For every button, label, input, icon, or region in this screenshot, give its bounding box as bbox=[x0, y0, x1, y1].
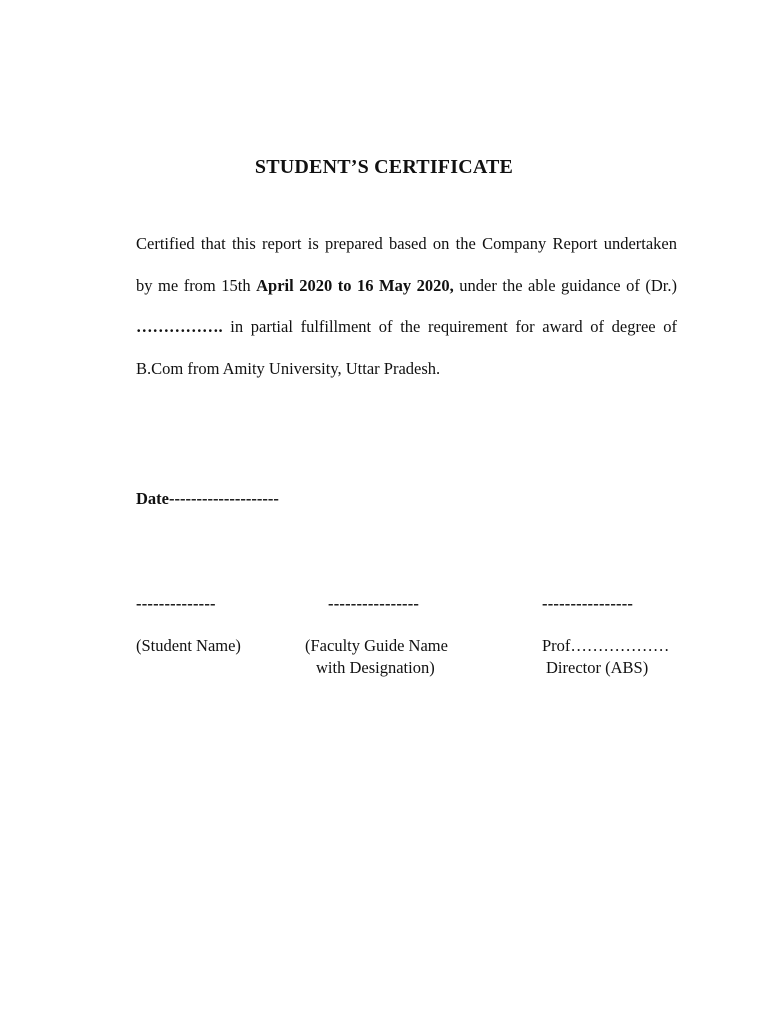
paragraph-line-4-text: B.Com from Amity University, Uttar Pradesh. bbox=[136, 359, 441, 378]
paragraph-line-3 bbox=[136, 317, 677, 337]
director-signature-line: ---------------- bbox=[542, 594, 634, 613]
faculty-signature-line: ---------------- bbox=[328, 594, 420, 613]
paragraph-line-2-pre: by me from 15th bbox=[136, 276, 257, 295]
paragraph-line-1 bbox=[136, 234, 677, 254]
page-title: STUDENT’S CERTIFICATE bbox=[254, 156, 514, 178]
paragraph-line-2 bbox=[136, 276, 677, 296]
guide-name-placeholder: ……………. bbox=[136, 317, 223, 336]
date-range-text: April 2020 to 16 May 2020, bbox=[256, 276, 454, 295]
student-signature-line: -------------- bbox=[136, 594, 216, 613]
paragraph-line-4 bbox=[136, 359, 677, 379]
faculty-designation-label: with Designation) bbox=[316, 658, 435, 677]
paragraph-line-2-post: under the able guidance of (Dr.) bbox=[453, 276, 677, 295]
paragraph-line-1-text: Certified that this report is prepared based on the Company Report undertaken bbox=[136, 234, 677, 253]
date-field: Date-------------------- bbox=[136, 489, 279, 508]
faculty-guide-label: (Faculty Guide Name bbox=[305, 636, 448, 655]
director-title-label: Director (ABS) bbox=[546, 658, 649, 677]
paragraph-line-3-text: in partial fulfillment of the requirement for award of degree of bbox=[222, 317, 677, 336]
student-name-label: (Student Name) bbox=[136, 636, 241, 655]
director-prof-label: Prof……………… bbox=[542, 636, 670, 655]
